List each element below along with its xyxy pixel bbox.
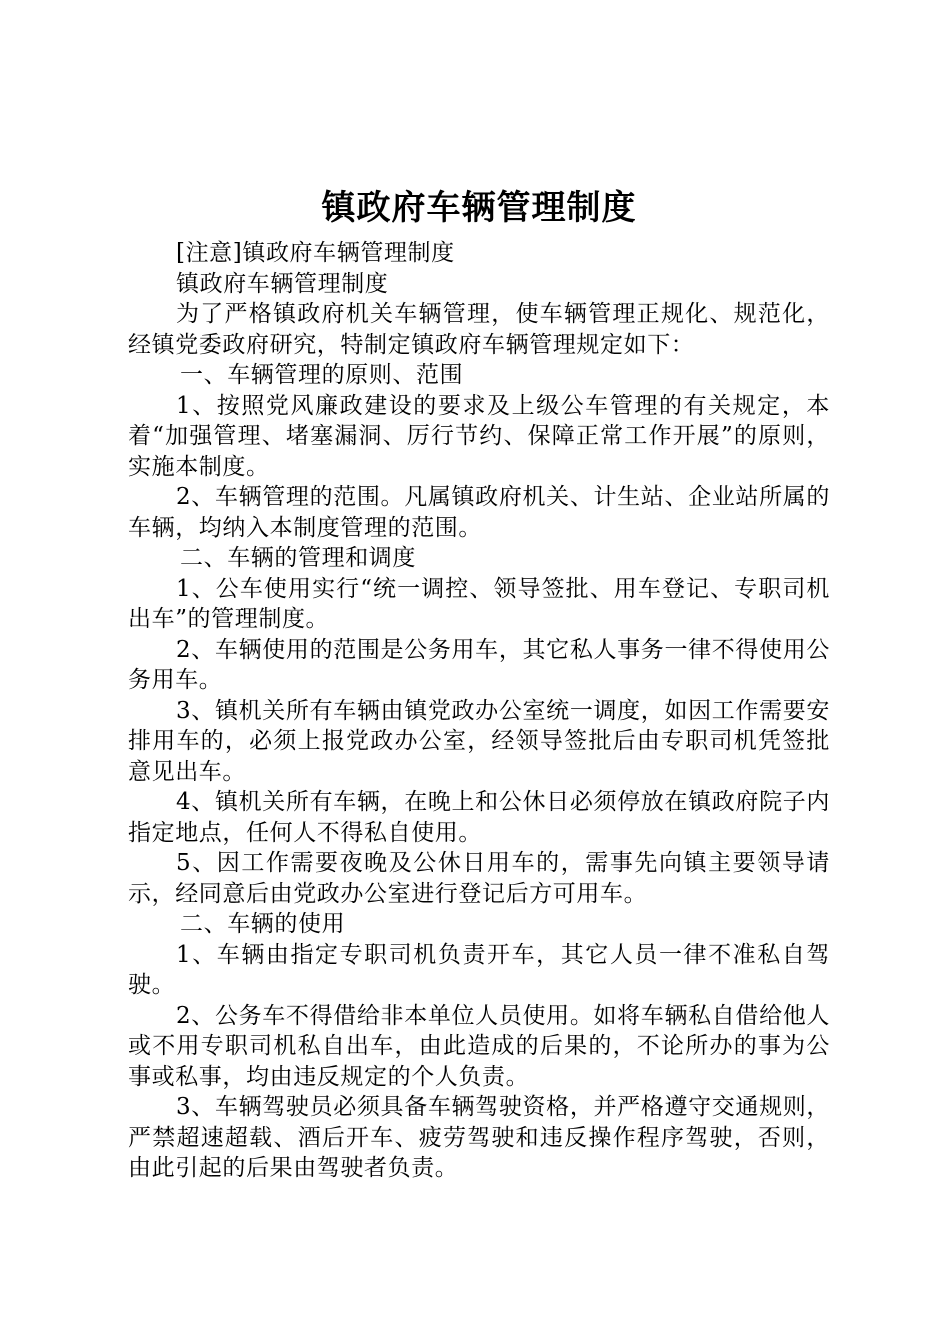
paragraph: 1、按照党风廉政建设的要求及上级公车管理的有关规定，本着“加强管理、堵塞漏洞、厉行节约、保障正常工作开展”的原则，实施本制度。 [128,392,830,480]
paragraph: 3、车辆驾驶员必须具备车辆驾驶资格，并严格遵守交通规则，严禁超速超载、酒后开车、疲劳驾驶和违反操作程序驾驶，否则，由此引起的后果由驾驶者负责。 [128,1094,830,1181]
paragraph: 1、车辆由指定专职司机负责开车，其它人员一律不准私自驾驶。 [128,941,830,998]
paragraph: 2、车辆管理的范围。凡属镇政府机关、计生站、企业站所属的车辆，均纳入本制度管理的范围。 [128,484,830,541]
section-heading-3: 二、车辆的使用 [180,911,346,937]
paragraph-intro: 为了严格镇政府机关车辆管理，使车辆管理正规化、规范化，经镇党委政府研究，特制定镇政府车辆管理规定如下： [128,301,830,358]
paragraph: 2、车辆使用的范围是公务用车，其它私人事务一律不得使用公务用车。 [128,636,830,693]
paragraph: 2、公务车不得借给非本单位人员使用。如将车辆私自借给他人或不用专职司机私自出车，由此造成的后果的，不论所办的事为公事或私事，均由违反规定的个人负责。 [128,1002,830,1090]
paragraph-note: [注意]镇政府车辆管理制度 [176,240,455,266]
document-title: 镇政府车辆管理制度 [321,188,637,228]
section-heading-1: 一、车辆管理的原则、范围 [180,362,464,388]
paragraph: 1、公车使用实行“统一调控、领导签批、用车登记、专职司机出车”的管理制度。 [128,575,830,632]
section-heading-2: 二、车辆的管理和调度 [180,545,416,571]
document-page [128,180,830,1184]
paragraph-subtitle: 镇政府车辆管理制度 [176,270,389,297]
paragraph: 4、镇机关所有车辆，在晚上和公休日必须停放在镇政府院子内指定地点，任何人不得私自使用。 [128,789,830,846]
paragraph: 3、镇机关所有车辆由镇党政办公室统一调度，如因工作需要安排用车的，必须上报党政办公室，经领导签批后由专职司机凭签批意见出车。 [128,697,830,785]
paragraph: 5、因工作需要夜晚及公休日用车的，需事先向镇主要领导请示，经同意后由党政办公室进行登记后方可用车。 [128,850,830,907]
